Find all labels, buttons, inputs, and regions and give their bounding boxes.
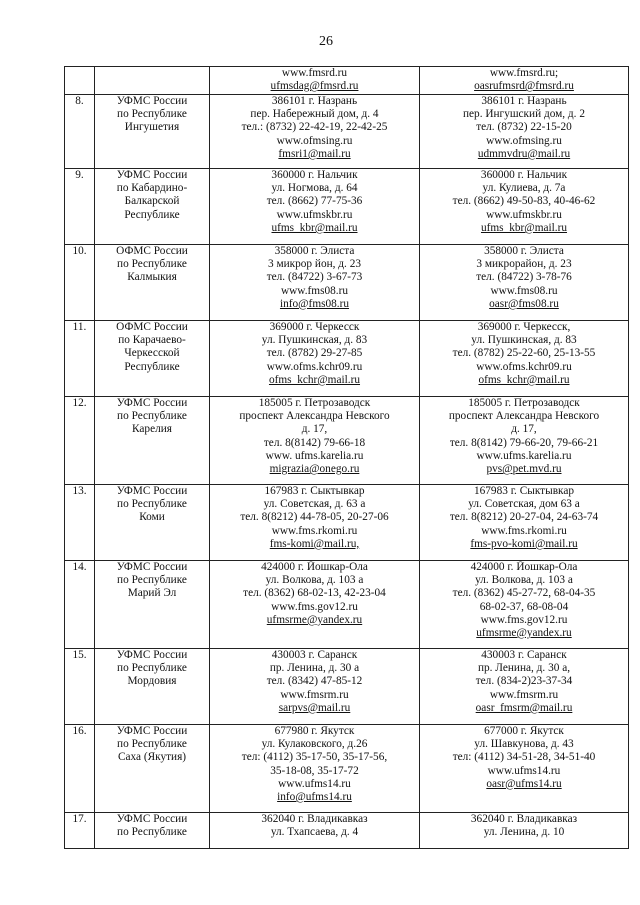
table-body (65, 67, 629, 849)
office-name-cell (95, 485, 210, 561)
website-text: www.fmsrd.ru (281, 67, 348, 79)
website-text: www.fms.gov12.ru (271, 600, 358, 613)
website-text: www.ofmsing.ru (276, 134, 353, 147)
service-contact-cell (420, 649, 629, 725)
email-text: ufms_kbr@mail.ru (480, 221, 568, 234)
contact-line: 362040 г. Владикавказ (261, 813, 368, 825)
service-contact-cell (420, 169, 629, 245)
row-number: 13. (65, 485, 95, 561)
office-contact-cell (210, 169, 420, 245)
row-number: 15. (65, 649, 95, 725)
page-number: 26 (319, 34, 333, 49)
website-text: www.fms08.ru (490, 284, 558, 297)
website-text: www.ofms.kchr09.ru (266, 360, 363, 373)
website-text: www.fms.rkomi.ru (481, 524, 567, 537)
contact-line: Ингушетия (124, 121, 180, 134)
contact-line: по Республике (117, 574, 187, 587)
contact-line: тел. (8362) 45-27-72, 68-04-35 (452, 587, 596, 600)
contact-line: Саха (Якутия) (117, 751, 187, 764)
contact-line: 360000 г. Нальчик (271, 169, 358, 181)
contact-line: д. 17, (301, 423, 328, 436)
office-contact-cell (210, 397, 420, 485)
office-name-cell (95, 813, 210, 849)
table-row (65, 95, 629, 169)
office-contact-cell (210, 725, 420, 813)
table-row (65, 813, 629, 849)
contact-line: 35-18-08, 35-17-72 (270, 764, 359, 777)
table-row (65, 321, 629, 397)
table-row (65, 485, 629, 561)
service-contact-cell (420, 561, 629, 649)
contact-line: по Республике (117, 662, 187, 675)
contact-line: тел. 8(8212) 20-27-04, 24-63-74 (449, 511, 599, 524)
contact-line: тел. (8662) 77-75-36 (266, 195, 363, 208)
website-text: www.ofmsing.ru (486, 134, 562, 147)
contact-line: Балкарской (124, 195, 180, 208)
office-name-cell (95, 67, 210, 95)
contact-line: Карелия (132, 423, 172, 436)
office-contact-cell (210, 485, 420, 561)
row-number (65, 67, 95, 95)
contact-line: УФМС России (116, 649, 188, 661)
contact-line: по Кабардино- (116, 182, 188, 195)
contact-line: тел.: (8732) 22-42-19, 22-42-25 (241, 121, 388, 134)
contact-line: по Республике (117, 498, 187, 511)
contact-line: пер. Ингушский дом, д. 2 (463, 108, 585, 121)
service-contact-cell (420, 321, 629, 397)
email-text: oasrufmsrd@fmsrd.ru (474, 80, 574, 93)
service-contact-cell (420, 67, 629, 95)
contact-line: проспект Александра Невского (239, 410, 390, 423)
contact-line: УФМС России (116, 397, 188, 409)
contact-line: ул. Советская, дом 63 а (468, 498, 580, 511)
contact-line: по Республике (117, 410, 187, 423)
contact-line: пер. Набережный дом, д. 4 (250, 108, 379, 121)
email-text: fmsri1@mail.ru (278, 147, 351, 160)
table-row (65, 561, 629, 649)
contact-line: 360000 г. Нальчик (480, 169, 568, 181)
email-text: info@fms08.ru (279, 297, 350, 310)
contact-line: Марий Эл (127, 587, 177, 600)
website-text: www. ufms.karelia.ru (265, 449, 364, 462)
row-number: 16. (65, 725, 95, 813)
website-text: www.ufmskbr.ru (486, 208, 562, 221)
email-text: oasr_fmsrm@mail.ru (475, 701, 573, 714)
contact-line: Калмыкия (127, 271, 177, 284)
contact-line: 167983 г. Сыктывкар (473, 485, 575, 497)
website-text: www.fmsrm.ru (489, 688, 559, 701)
contact-line: пр. Ленина, д. 30 а (269, 662, 360, 675)
office-name-cell (95, 321, 210, 397)
contact-line: тел. 8(8142) 79-66-20, 79-66-21 (449, 436, 599, 449)
contact-line: ул. Ленина, д. 10 (483, 826, 565, 839)
contact-line: проспект Александра Невского (448, 410, 600, 423)
contact-line: 185005 г. Петрозаводск (258, 397, 371, 409)
contact-line: 386101 г. Назрань (271, 95, 358, 107)
contact-line: 424000 г. Йошкар-Ола (261, 561, 368, 573)
row-number: 11. (65, 321, 95, 397)
email-text: oasr@fms08.ru (489, 297, 559, 310)
service-contact-cell (420, 485, 629, 561)
office-name-cell (95, 169, 210, 245)
contact-line: тел. (834-2)23-37-34 (475, 675, 573, 688)
contact-line: ул. Кулаковского, д.26 (261, 738, 368, 751)
office-contact-cell (210, 649, 420, 725)
service-contact-cell (420, 397, 629, 485)
contact-line: по Карачаево- (118, 334, 186, 347)
row-number: 10. (65, 245, 95, 321)
contact-line: по Республике (117, 738, 187, 751)
contact-line: 430003 г. Саранск (271, 649, 358, 661)
contact-line: 424000 г. Йошкар-Ола (470, 561, 578, 573)
website-text: www.ufms14.ru (487, 764, 561, 777)
contact-line: тел: (4112) 35-17-50, 35-17-56, (241, 751, 388, 764)
contact-line: ул. Ногмова, д. 64 (271, 182, 358, 195)
row-number: 17. (65, 813, 95, 849)
email-text: pvs@pet.mvd.ru (486, 463, 562, 476)
website-text: www.fmsrm.ru (280, 688, 349, 701)
website-text: www.fmsrd.ru; (489, 67, 559, 79)
service-contact-cell (420, 95, 629, 169)
contact-line: 3 микрорайон, д. 23 (476, 258, 572, 271)
website-text: www.ofms.kchr09.ru (476, 360, 572, 373)
table-row (65, 397, 629, 485)
contact-line: УФМС России (116, 561, 188, 573)
contact-line: тел. (8732) 22-15-20 (476, 121, 572, 134)
contact-line: тел. 8(8142) 79-66-18 (263, 436, 366, 449)
contact-line: тел. (8782) 25-22-60, 25-13-55 (452, 347, 596, 360)
contact-line: Республике (124, 360, 180, 373)
row-number: 14. (65, 561, 95, 649)
contact-line: пр. Ленина, д. 30 а, (477, 662, 571, 675)
row-number: 8. (65, 95, 95, 169)
service-contact-cell (420, 813, 629, 849)
website-text: www.ufms14.ru (278, 777, 351, 790)
office-contact-cell (210, 561, 420, 649)
contact-line: 386101 г. Назрань (481, 95, 567, 107)
contact-line: ул. Тхапсаева, д. 4 (270, 826, 359, 839)
fms-offices-table (64, 66, 629, 849)
office-name-cell (95, 649, 210, 725)
contact-line: 430003 г. Саранск (481, 649, 567, 661)
contact-line: 362040 г. Владикавказ (470, 813, 578, 825)
contact-line: ул. Пушкинская, д. 83 (471, 334, 577, 347)
contact-line: 677980 г. Якутск (274, 725, 355, 737)
contact-line: тел. (84722) 3-78-76 (476, 271, 572, 284)
table-row (65, 67, 629, 95)
contact-line: 3 микрор йон, д. 23 (267, 258, 361, 271)
contact-line: УФМС России (116, 485, 188, 497)
contact-line: тел: (4112) 34-51-28, 34-51-40 (452, 751, 596, 764)
table-row (65, 245, 629, 321)
email-text: ufmsrme@yandex.ru (476, 627, 572, 640)
office-name-cell (95, 725, 210, 813)
contact-line: Республике (124, 208, 180, 221)
contact-line: 68-02-37, 68-08-04 (479, 600, 569, 613)
contact-line: ОФМС России (116, 245, 188, 257)
contact-line: Коми (139, 511, 165, 524)
contact-line: 369000 г. Черкесск (269, 321, 360, 333)
contact-line: по Республике (117, 258, 187, 271)
contact-line: ул. Волкова, д. 103 а (265, 574, 364, 587)
contact-line: тел. 8(8212) 44-78-05, 20-27-06 (240, 511, 389, 524)
contact-line: 358000 г. Элиста (484, 245, 564, 257)
email-text: info@ufms14.ru (277, 791, 352, 804)
office-contact-cell (210, 67, 420, 95)
contact-line: 358000 г. Элиста (274, 245, 355, 257)
contact-line: 185005 г. Петрозаводск (468, 397, 580, 409)
service-contact-cell (420, 245, 629, 321)
office-name-cell (95, 95, 210, 169)
contact-line: 677000 г. Якутск (484, 725, 564, 737)
email-text: ufmsrme@yandex.ru (266, 613, 363, 626)
contact-line: УФМС России (116, 813, 188, 825)
row-number: 12. (65, 397, 95, 485)
contact-line: д. 17, (511, 423, 537, 436)
contact-line: Черкесской (124, 347, 180, 360)
office-contact-cell (210, 95, 420, 169)
contact-line: по Республике (117, 826, 187, 839)
office-name-cell (95, 561, 210, 649)
contact-line: по Республике (117, 108, 187, 121)
contact-line: ул. Пушкинская, д. 83 (261, 334, 368, 347)
office-contact-cell (210, 245, 420, 321)
contact-line: УФМС России (116, 95, 188, 107)
email-text: oasr@ufms14.ru (486, 777, 562, 790)
contact-line: тел. (8342) 47-85-12 (266, 675, 363, 688)
contact-line: ул. Шавкунова, д. 43 (474, 738, 574, 751)
website-text: www.fms08.ru (280, 284, 349, 297)
contact-line: ул. Кулиева, д. 7а (482, 182, 566, 195)
office-contact-cell (210, 321, 420, 397)
email-text: migrazia@onego.ru (269, 463, 360, 476)
contact-line: тел. (8362) 68-02-13, 42-23-04 (243, 587, 386, 600)
office-name-cell (95, 245, 210, 321)
table-row (65, 169, 629, 245)
email-text: ofms_kchr@mail.ru (478, 373, 570, 386)
contact-line: тел. (8782) 29-27-85 (266, 347, 363, 360)
contact-line: ул. Советская, д. 63 а (263, 498, 366, 511)
contact-line: 167983 г. Сыктывкар (264, 485, 365, 497)
contact-line: тел. (84722) 3-67-73 (266, 271, 363, 284)
website-text: www.fms.gov12.ru (480, 613, 568, 626)
office-contact-cell (210, 813, 420, 849)
table-row (65, 649, 629, 725)
email-text: fms-komi@mail.ru, (269, 537, 360, 550)
contact-line: Мордовия (127, 675, 177, 688)
website-text: www.ufmskbr.ru (276, 208, 353, 221)
email-text: ufms_kbr@mail.ru (271, 221, 358, 234)
email-text: fms-pvo-komi@mail.ru (470, 537, 578, 550)
email-text: sarpvs@mail.ru (278, 701, 351, 714)
contact-line: ул. Волкова, д. 103 а (475, 574, 573, 587)
website-text: www.fms.rkomi.ru (271, 524, 358, 537)
contact-line: тел. (8662) 49-50-83, 40-46-62 (452, 195, 596, 208)
row-number: 9. (65, 169, 95, 245)
email-text: udmmvdru@mail.ru (477, 147, 571, 160)
contact-line: ОФМС России (116, 321, 188, 333)
email-text: ofms_kchr@mail.ru (268, 373, 361, 386)
contact-line: 369000 г. Черкесск, (477, 321, 571, 333)
contact-line: УФМС России (116, 169, 188, 181)
table-row (65, 725, 629, 813)
website-text: www.ufms.karelia.ru (476, 449, 572, 462)
service-contact-cell (420, 725, 629, 813)
email-text: ufmsdag@fmsrd.ru (270, 80, 359, 93)
contact-line: УФМС России (116, 725, 188, 737)
office-name-cell (95, 397, 210, 485)
